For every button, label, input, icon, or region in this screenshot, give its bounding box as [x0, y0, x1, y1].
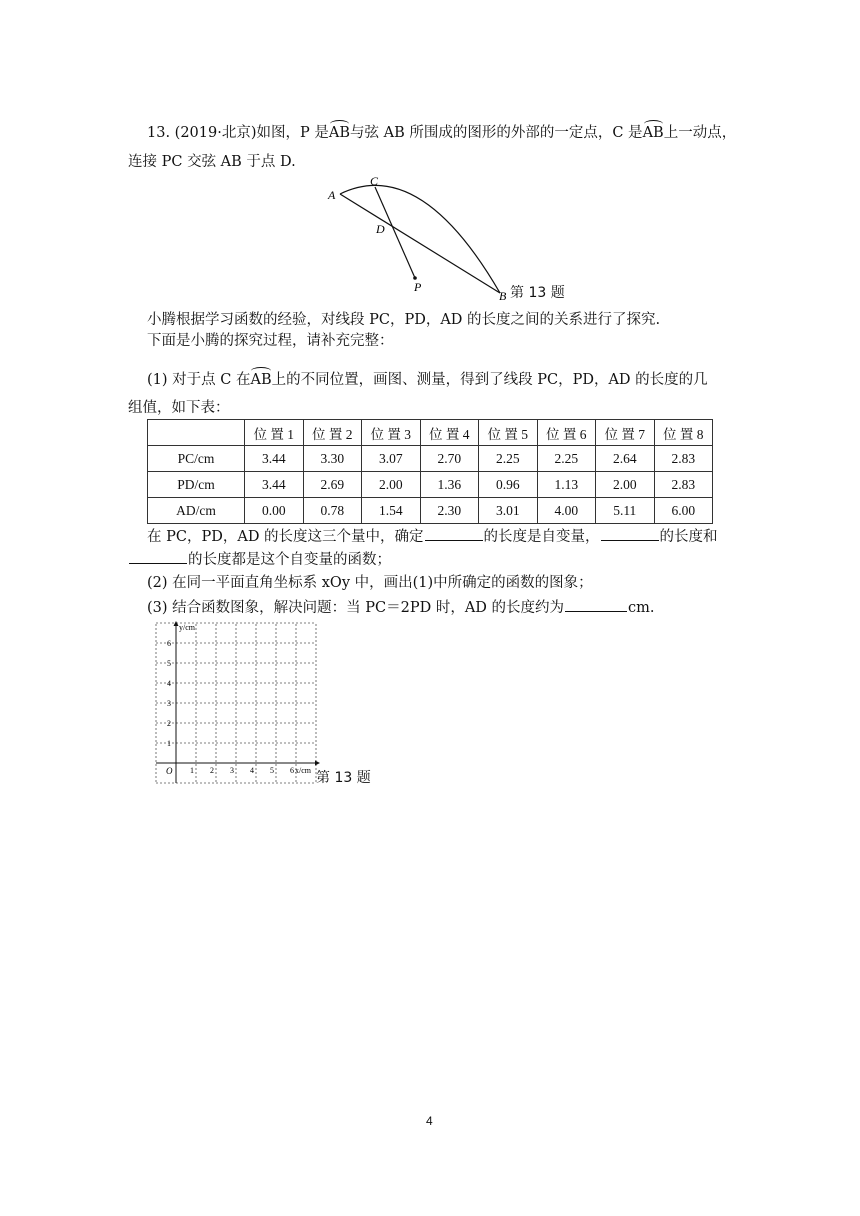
table-header-cell: 位 置 2 — [303, 420, 362, 446]
table-cell: 6.00 — [654, 498, 713, 524]
table-cell: 3.44 — [245, 472, 304, 498]
x-axis-arrow — [315, 761, 320, 766]
fill-line-2: 的长度都是这个自变量的函数； — [128, 549, 391, 570]
row-label: PC/cm — [148, 446, 245, 472]
problem-line-1: 13. (2019·北京)如图，P 是AB与弦 AB 所围成的图形的外部的一定点，C 是AB上一动点， — [147, 125, 737, 141]
coordinate-grid — [150, 618, 325, 788]
table-header-cell: 位 置 5 — [479, 420, 538, 446]
answer-blank-2[interactable] — [601, 526, 659, 541]
table-header-cell: 位 置 7 — [596, 420, 655, 446]
answer-blank-3[interactable] — [129, 549, 187, 564]
x-tick-label: 6 — [290, 766, 294, 775]
table-cell: 1.13 — [537, 472, 596, 498]
table-row — [148, 446, 713, 472]
x-tick-label: 4 — [250, 766, 254, 775]
origin-label: O — [166, 766, 173, 776]
intro-line-2: 下面是小腾的探究过程，请补充完整： — [147, 333, 394, 349]
table-cell: 0.96 — [479, 472, 538, 498]
x-tick-label: 3 — [230, 766, 234, 775]
y-tick-label: 3 — [167, 699, 171, 708]
table-header-cell: 位 置 3 — [362, 420, 421, 446]
arc-ab-2: AB — [642, 125, 664, 141]
table-cell: 2.64 — [596, 446, 655, 472]
arc-ab-1: AB — [328, 125, 350, 141]
x-tick-label: 5 — [270, 766, 274, 775]
table-cell: 2.69 — [303, 472, 362, 498]
table-row — [148, 498, 713, 524]
row-label: AD/cm — [148, 498, 245, 524]
fill-line-1: 在 PC，PD，AD 的长度这三个量中，确定 的长度是自变量， 的长度和 — [147, 526, 718, 547]
y-tick-label: 1 — [167, 739, 171, 748]
answer-blank-4[interactable] — [565, 597, 627, 612]
table-header-cell: 位 置 8 — [654, 420, 713, 446]
x-tick-label: 1 — [190, 766, 194, 775]
label-b: B — [499, 289, 507, 300]
table-cell: 2.00 — [362, 472, 421, 498]
table-cell: 3.44 — [245, 446, 304, 472]
row-label: PD/cm — [148, 472, 245, 498]
page-number: 4 — [426, 1114, 433, 1128]
geometry-figure — [320, 175, 520, 300]
measurement-table — [147, 419, 713, 524]
label-a: A — [328, 188, 336, 202]
figure1-caption: 第 13 题 — [510, 285, 565, 301]
table-cell: 4.00 — [537, 498, 596, 524]
table-cell: 1.36 — [420, 472, 479, 498]
y-tick-label: 4 — [167, 679, 171, 688]
table-cell: 2.25 — [479, 446, 538, 472]
table-header-cell: 位 置 1 — [245, 420, 304, 446]
table-cell: 3.01 — [479, 498, 538, 524]
table-cell: 0.78 — [303, 498, 362, 524]
label-p: P — [414, 280, 422, 294]
table-cell: 2.70 — [420, 446, 479, 472]
table-cell: 3.30 — [303, 446, 362, 472]
table-cell: 0.00 — [245, 498, 304, 524]
table-cell: 2.83 — [654, 446, 713, 472]
x-axis-label: x/cm — [295, 766, 311, 775]
label-d: D — [376, 222, 385, 236]
y-axis-arrow — [174, 621, 179, 626]
table-cell: 2.25 — [537, 446, 596, 472]
answer-blank-1[interactable] — [425, 526, 483, 541]
chord-ab — [340, 194, 500, 293]
table-row — [148, 472, 713, 498]
part2-line: (2) 在同一平面直角坐标系 xOy 中，画出(1)中所确定的函数的图象； — [147, 575, 593, 591]
table-header-cell — [148, 420, 245, 446]
table-cell: 2.30 — [420, 498, 479, 524]
x-tick-label: 2 — [210, 766, 214, 775]
arc-ab — [340, 185, 500, 293]
table-header-cell: 位 置 4 — [420, 420, 479, 446]
y-tick-label: 6 — [167, 639, 171, 648]
part1-line-1: (1) 对于点 C 在AB上的不同位置，画图、测量，得到了线段 PC，PD，AD 的长度的几 — [147, 372, 708, 388]
label-c: C — [370, 175, 379, 188]
table-cell: 2.00 — [596, 472, 655, 498]
y-axis-label: y/cm — [179, 623, 195, 632]
problem-line-2: 连接 PC 交弦 AB 于点 D. — [128, 154, 296, 170]
table-header-row — [148, 420, 713, 446]
graph-caption: 第 13 题 — [316, 770, 371, 786]
y-tick-label: 2 — [167, 719, 171, 728]
table-cell: 5.11 — [596, 498, 655, 524]
part3-line: (3) 结合函数图象，解决问题：当 PC＝2PD 时，AD 的长度约为 cm. — [147, 597, 655, 618]
arc-ab-3: AB — [250, 372, 272, 388]
table-cell: 2.83 — [654, 472, 713, 498]
table-header-cell: 位 置 6 — [537, 420, 596, 446]
table-cell: 1.54 — [362, 498, 421, 524]
table-cell: 3.07 — [362, 446, 421, 472]
y-tick-label: 5 — [167, 659, 171, 668]
intro-line-1: 小腾根据学习函数的经验，对线段 PC，PD，AD 的长度之间的关系进行了探究. — [147, 312, 661, 328]
part1-line-2: 组值，如下表： — [128, 400, 230, 416]
